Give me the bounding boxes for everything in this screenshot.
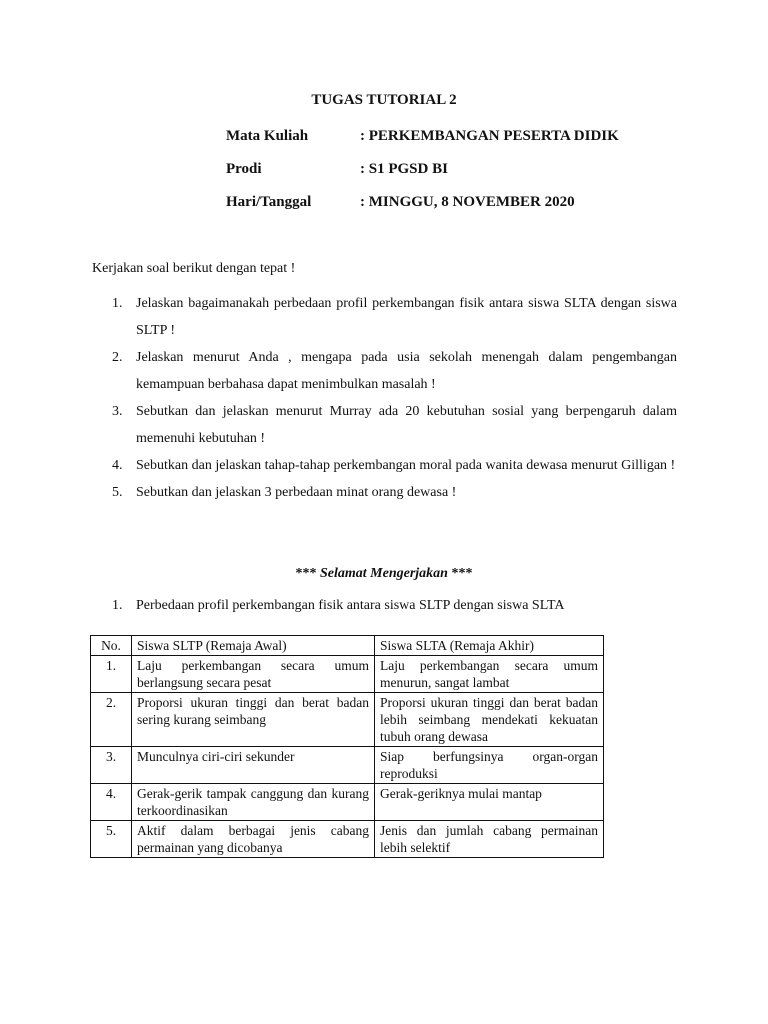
- meta-value-course: : PERKEMBANGAN PESERTA DIDIK: [360, 128, 619, 144]
- table-row: [91, 747, 604, 784]
- question-item: [112, 398, 677, 452]
- instructions: Kerjakan soal berikut dengan tepat !: [92, 261, 296, 276]
- table-row: [91, 693, 604, 747]
- page-title: TUGAS TUTORIAL 2: [311, 92, 457, 108]
- cell-slta: Siap berfungsinya organ-organ reproduksi: [375, 747, 604, 784]
- question-item: [112, 344, 677, 398]
- column-header-no: No.: [91, 636, 132, 656]
- question-list: [112, 290, 677, 506]
- meta-label-date: Hari/Tanggal: [226, 194, 312, 210]
- cell-sltp: Proporsi ukuran tinggi dan berat badan sering kurang seimbang: [132, 693, 375, 747]
- question-number: 4.: [112, 458, 123, 473]
- cell-sltp: Aktif dalam berbagai jenis cabang permainan yang dicobanya: [132, 821, 375, 858]
- question-text: Sebutkan dan jelaskan menurut Murray ada 20 kebutuhan sosial yang berpengaruh dalam memenuhi kebutuhan !: [136, 404, 677, 446]
- cell-sltp: Laju perkembangan secara umum berlangsung secara pesat: [132, 656, 375, 693]
- table-row: [91, 656, 604, 693]
- cell-slta: Proporsi ukuran tinggi dan berat badan lebih seimbang mendekati kekuatan tubuh orang dewasa: [375, 693, 604, 747]
- question-text: Sebutkan dan jelaskan tahap-tahap perkembangan moral pada wanita dewasa menurut Gilligan !: [136, 458, 676, 473]
- cell-slta: Gerak-geriknya mulai mantap: [375, 784, 604, 821]
- table-row: [91, 821, 604, 858]
- answer-number: 1.: [112, 598, 123, 613]
- question-number: 1.: [112, 296, 123, 311]
- cell-sltp: Gerak-gerik tampak canggung dan kurang terkoordinasikan: [132, 784, 375, 821]
- table-header-row: [91, 636, 604, 656]
- cell-no: 3.: [91, 747, 132, 784]
- answer-heading-text: Perbedaan profil perkembangan fisik antara siswa SLTP dengan siswa SLTA: [136, 598, 565, 613]
- meta-value-program: : S1 PGSD BI: [360, 161, 448, 177]
- question-number: 3.: [112, 404, 123, 419]
- cell-slta: Jenis dan jumlah cabang permainan lebih selektif: [375, 821, 604, 858]
- meta-label-course: Mata Kuliah: [226, 128, 309, 144]
- question-text: Jelaskan bagaimanakah perbedaan profil perkembangan fisik antara siswa SLTA dengan siswa SLTP !: [136, 296, 677, 338]
- question-text: Sebutkan dan jelaskan 3 perbedaan minat orang dewasa !: [136, 485, 457, 500]
- question-item: [112, 479, 677, 506]
- cell-no: 2.: [91, 693, 132, 747]
- cell-no: 5.: [91, 821, 132, 858]
- comparison-table: [90, 635, 604, 858]
- question-text: Jelaskan menurut Anda , mengapa pada usia sekolah menengah dalam pengembangan kemampuan berbahasa dapat menimbulkan masalah !: [136, 350, 677, 392]
- closing-stars-left: ***: [295, 566, 321, 581]
- closing-message: [0, 566, 768, 582]
- closing-stars-right: ***: [447, 566, 473, 581]
- closing-text: Selamat Mengerjakan: [320, 566, 448, 581]
- cell-no: 4.: [91, 784, 132, 821]
- question-item: [112, 290, 677, 344]
- cell-sltp: Munculnya ciri-ciri sekunder: [132, 747, 375, 784]
- table-row: [91, 784, 604, 821]
- question-number: 2.: [112, 350, 123, 365]
- cell-no: 1.: [91, 656, 132, 693]
- answer-heading: [112, 598, 565, 614]
- meta-value-date: : MINGGU, 8 NOVEMBER 2020: [360, 194, 575, 210]
- cell-slta: Laju perkembangan secara umum menurun, sangat lambat: [375, 656, 604, 693]
- meta-label-program: Prodi: [226, 161, 262, 177]
- question-item: [112, 452, 677, 479]
- question-number: 5.: [112, 485, 123, 500]
- column-header-sltp: Siswa SLTP (Remaja Awal): [132, 636, 375, 656]
- column-header-slta: Siswa SLTA (Remaja Akhir): [375, 636, 604, 656]
